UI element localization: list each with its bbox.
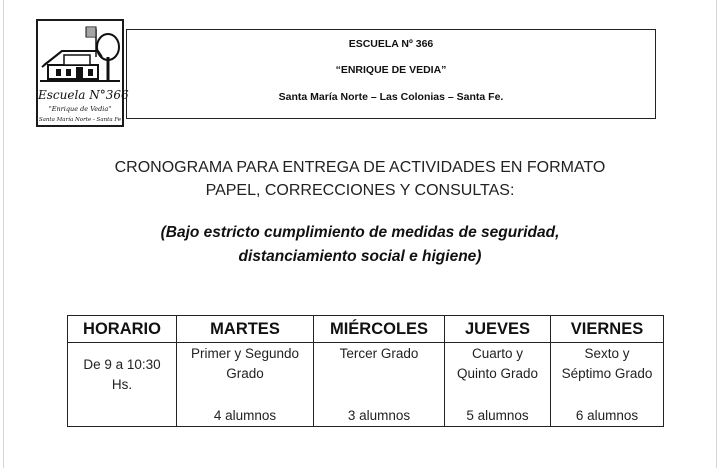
- viernes-grade: [551, 343, 664, 407]
- logo-place: Santa María Norte - Santa Fe: [38, 117, 122, 123]
- logo-school-name: Escuela N°366: [38, 88, 129, 102]
- school-number: ESCUELA Nº 366: [348, 38, 434, 50]
- school-name: “ENRIQUE DE VEDIA”: [335, 64, 447, 76]
- school-logo: [36, 19, 129, 127]
- miercoles-grade: [314, 343, 445, 407]
- grade-line: Grado: [226, 366, 264, 381]
- document-title-line1: CRONOGRAMA PARA ENTREGA DE ACTIVIDADES EN FORMATO: [114, 159, 606, 176]
- martes-grade: [177, 343, 314, 407]
- grade-line: Sexto y: [584, 346, 630, 361]
- grade-line: Cuarto y: [471, 346, 524, 361]
- safety-note-line1: (Bajo estricto cumplimiento de medidas de seguridad,: [160, 224, 560, 241]
- table-header-row: [68, 316, 664, 343]
- school-building-drawing: [38, 21, 122, 87]
- schedule-table: [67, 315, 664, 427]
- header-horario: HORARIO: [68, 316, 177, 343]
- header-jueves: JUEVES: [445, 316, 551, 343]
- school-header-box: [126, 29, 656, 119]
- grade-line: Primer y Segundo: [190, 346, 300, 361]
- header-martes: MARTES: [177, 316, 314, 343]
- horario-cell: [68, 343, 177, 407]
- horario-time: De 9 a 10:30: [83, 356, 161, 372]
- jueves-students: 5 alumnos: [445, 406, 551, 427]
- grade-line: Séptimo Grado: [561, 366, 653, 381]
- table-row: [68, 343, 664, 407]
- miercoles-students: 3 alumnos: [314, 406, 445, 427]
- document-title-line2: PAPEL, CORRECCIONES Y CONSULTAS:: [205, 182, 515, 199]
- safety-note-line2: distanciamiento social e higiene): [238, 248, 482, 265]
- table-row: [68, 406, 664, 427]
- jueves-grade: [445, 343, 551, 407]
- viernes-students: 6 alumnos: [551, 406, 664, 427]
- martes-students: 4 alumnos: [177, 406, 314, 427]
- logo-motto: "Enrique de Vedia": [48, 105, 112, 113]
- grade-line: Tercer Grado: [339, 346, 419, 361]
- school-location: Santa María Norte – Las Colonias – Santa Fe.: [278, 91, 504, 103]
- header-miercoles: MIÉRCOLES: [314, 316, 445, 343]
- horario-empty-cell: [68, 406, 177, 427]
- header-viernes: VIERNES: [551, 316, 664, 343]
- horario-unit: Hs.: [111, 376, 133, 392]
- grade-line: Quinto Grado: [456, 366, 539, 381]
